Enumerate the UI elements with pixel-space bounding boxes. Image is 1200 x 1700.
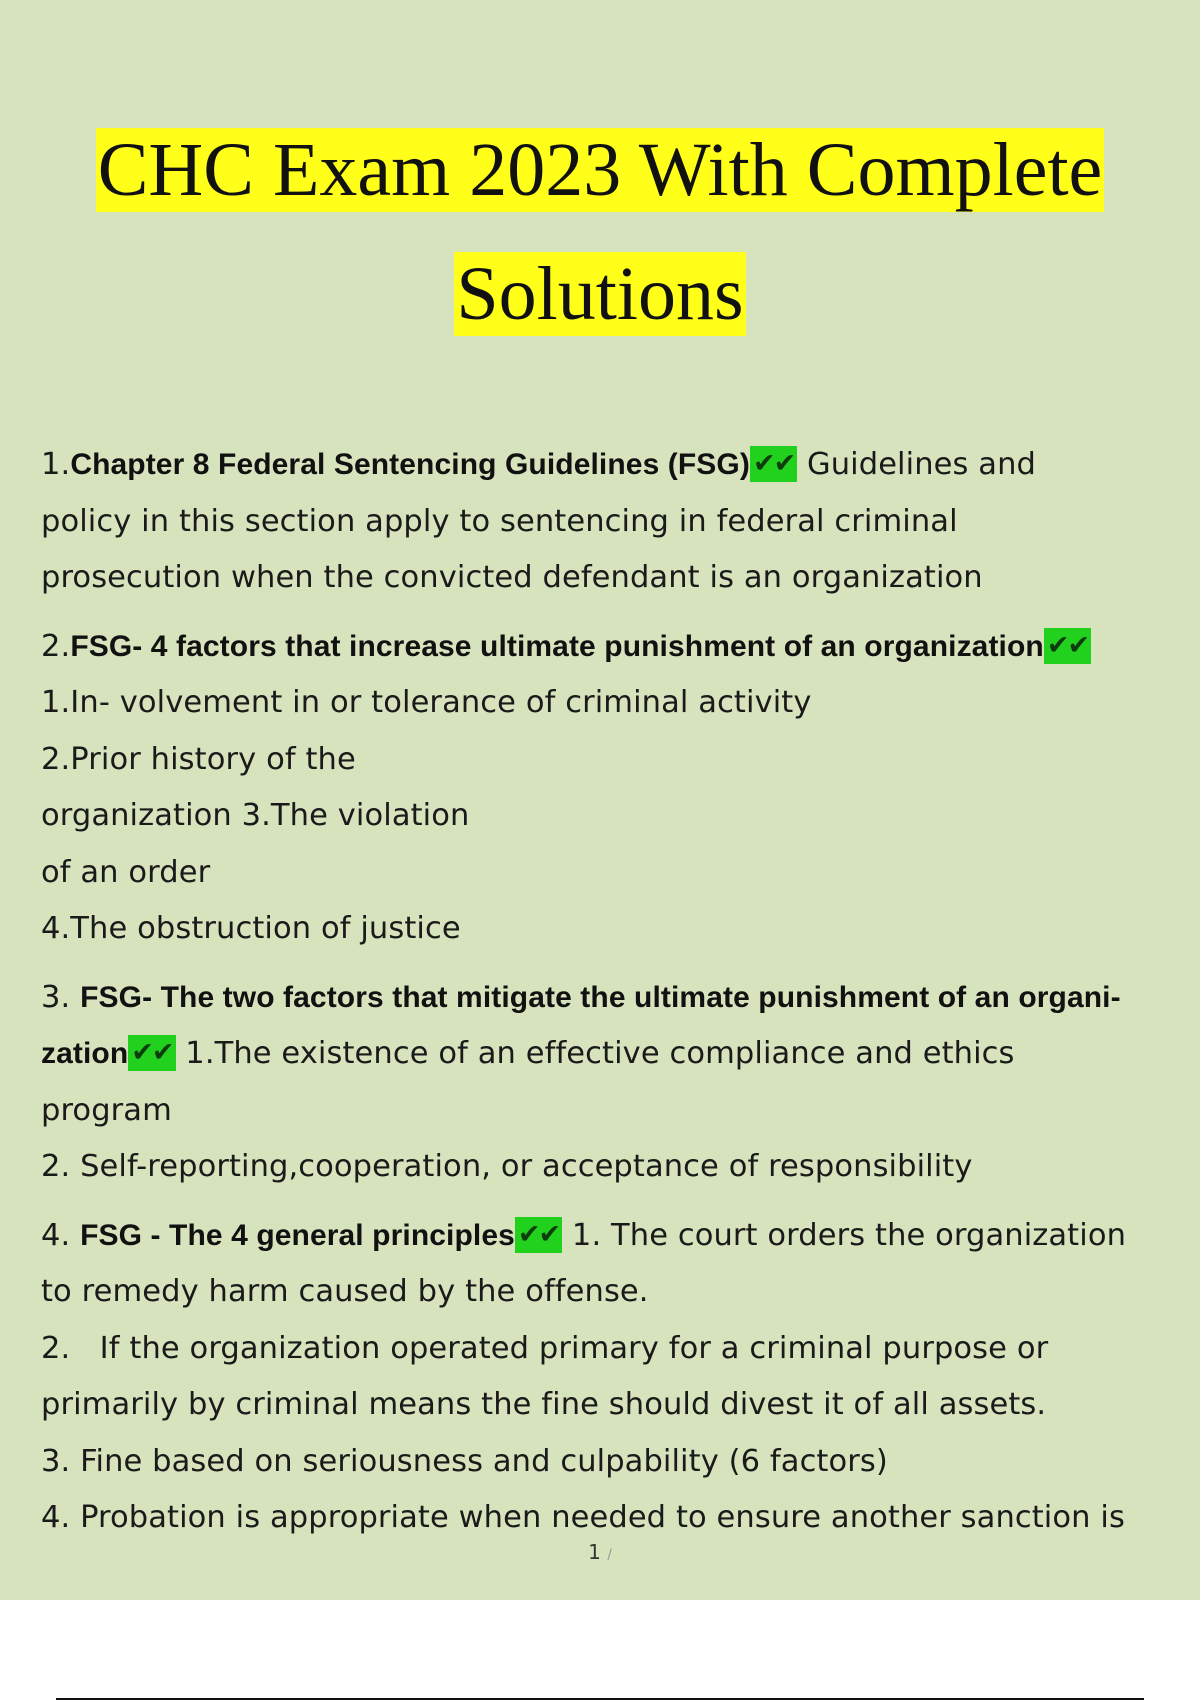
question-4	[41, 1208, 1200, 1547]
page-number-suffix: /	[607, 1547, 612, 1563]
answer-text: Guidelines and	[797, 447, 1036, 482]
double-check-icon: ✔✔	[515, 1217, 562, 1253]
double-check-icon: ✔✔	[750, 446, 797, 482]
answer-line: 1.In- volvement in or tolerance of criminal activity	[41, 685, 812, 720]
answer-line: policy in this section apply to sentencing in federal criminal	[41, 503, 958, 539]
page-number	[0, 1540, 1200, 1564]
answer-line: 4.The obstruction of justice	[41, 911, 461, 946]
question-number: 3.	[41, 979, 71, 1015]
answer-line: primarily by criminal means the fine should divest it of all assets.	[41, 1387, 1047, 1422]
answer-line: 2. If the organization operated primary for a criminal purpose or	[41, 1330, 1049, 1366]
document-title	[0, 108, 1200, 356]
answer-line: 2. Self-reporting,cooperation, or acceptance of responsibility	[41, 1149, 973, 1184]
answer-line: 3. Fine based on seriousness and culpability (6 factors)	[41, 1443, 888, 1479]
answer-line: to remedy harm caused by the offense.	[41, 1274, 649, 1309]
title-line-1: CHC Exam 2023 With Complete	[97, 128, 1103, 212]
answer-line: organization 3.The violation	[41, 798, 470, 833]
question-3	[41, 970, 1200, 1196]
answer-text: 1. The court orders the organization	[562, 1217, 1127, 1253]
answer-line: 2.Prior history of the	[41, 741, 356, 777]
answer-line: 4. Probation is appropriate when needed to ensure another sanction is	[41, 1500, 1125, 1535]
question-heading: FSG- 4 factors that increase ultimate punishment of an organization	[70, 629, 1044, 663]
double-check-icon: ✔✔	[128, 1035, 175, 1071]
page-number-value: 1	[588, 1540, 601, 1564]
double-check-icon: ✔✔	[1044, 628, 1091, 664]
question-list	[41, 437, 1200, 1547]
question-heading: Chapter 8 Federal Sentencing Guidelines (FSG)	[70, 448, 750, 481]
title-line-2: Solutions	[456, 252, 744, 336]
answer-line: prosecution when the convicted defendant is an organization	[41, 560, 983, 595]
answer-line: program	[41, 1092, 172, 1128]
answer-text: 1.The existence of an effective compliance and ethics	[175, 1036, 1015, 1071]
answer-line: of an order	[41, 854, 211, 890]
question-number: 4.	[41, 1217, 71, 1253]
question-heading: FSG- The two factors that mitigate the ultimate punishment of an organi-	[80, 980, 1121, 1014]
question-heading-continued: zation	[41, 1037, 129, 1070]
question-number: 2.	[41, 628, 71, 664]
question-1	[41, 437, 1200, 607]
question-heading: FSG - The 4 general principles	[80, 1218, 515, 1252]
question-2	[41, 619, 1200, 958]
question-number: 1.	[41, 447, 71, 482]
